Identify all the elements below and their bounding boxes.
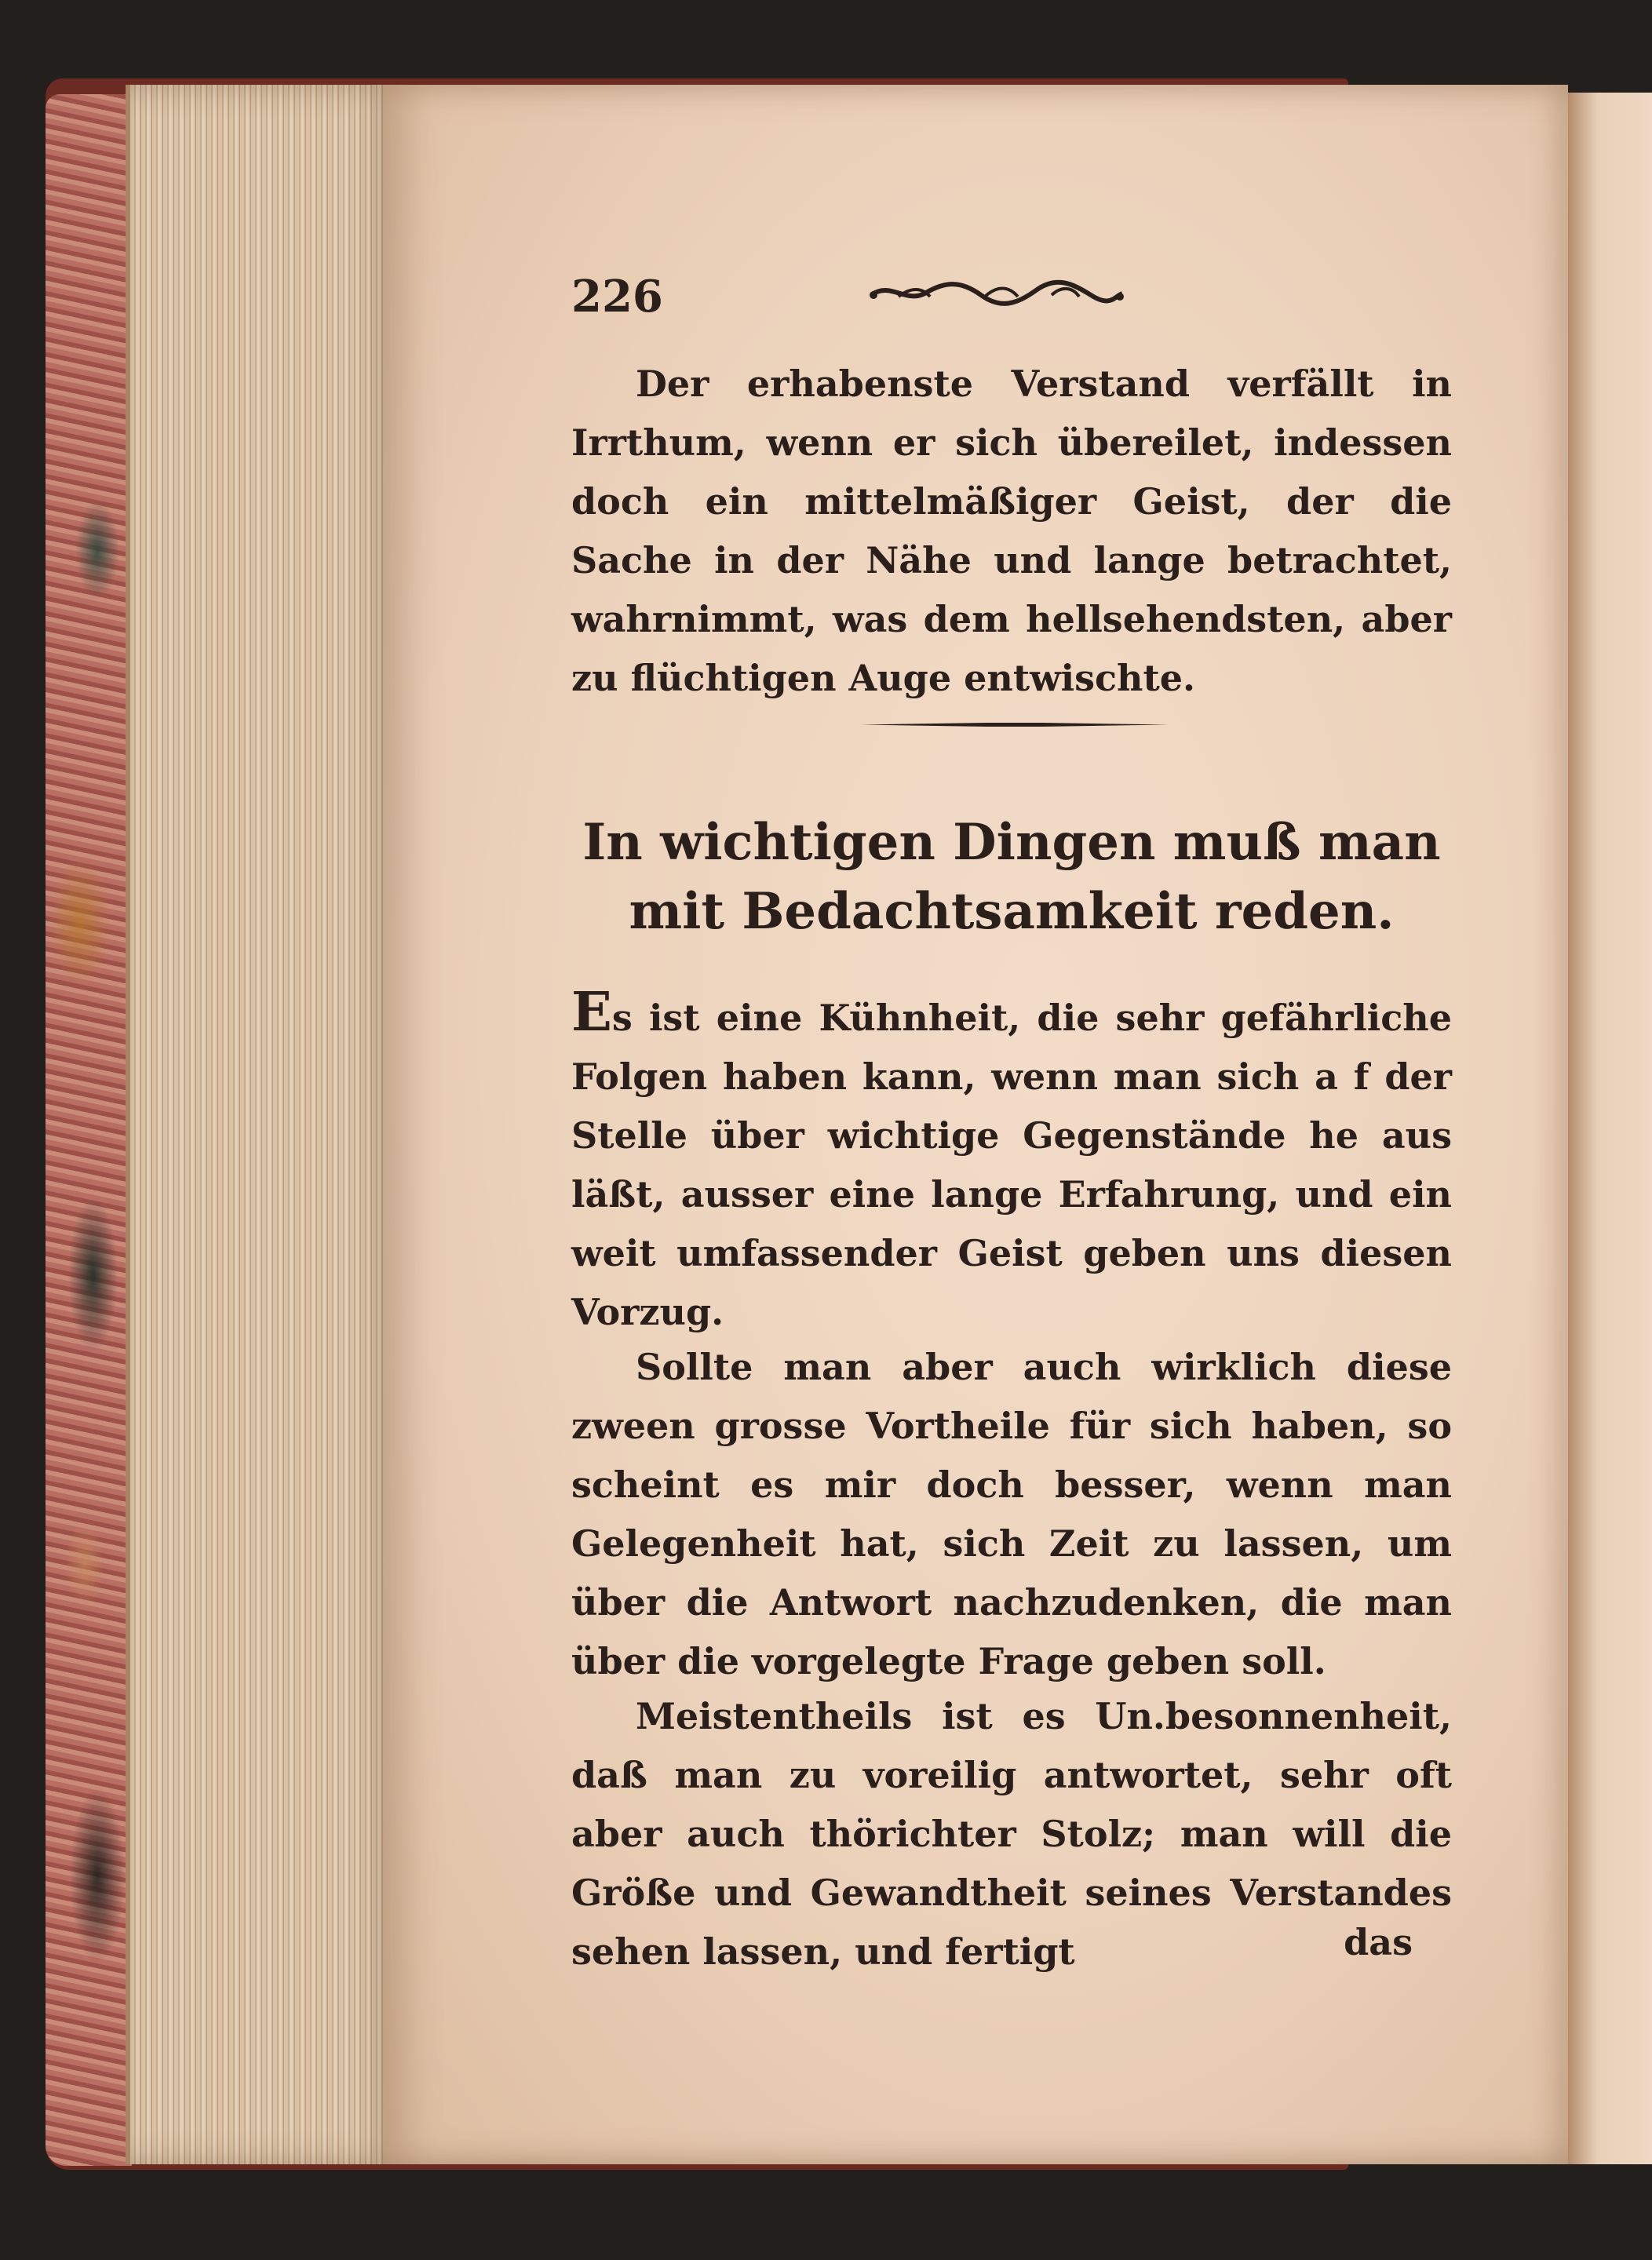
paragraph-3: Sollte man aber auch wirklich diese zween grosse Vortheile für sich haben, so scheint es mir doch besser, wenn man Gelegenheit hat, sich Zeit zu lassen, um über die Antwort nachzudenken, die man über die vorgelegte Frage geben soll. — [571, 1346, 1452, 1682]
section-divider — [862, 722, 1168, 727]
header-ornament — [867, 273, 1126, 312]
paragraph-1: Der erhabenste Verstand verfällt in Irrthum, wenn er sich übereilet, indessen doch ein mittelmäßiger Geist, der die Sache in der Nähe und lange betrachtet, wahrnimmt, was dem hellsehendsten, aber zu flüchtigen Auge entwischte. — [571, 363, 1452, 699]
paragraph-4: Meistentheils ist es Un.besonnenheit, daß man zu voreilig antwortet, sehr oft aber auch thörichter Stolz; man will die Größe und Gewandtheit seines Verstandes sehen lassen, und fertigt — [571, 1695, 1452, 1973]
catchword: das — [1344, 1921, 1413, 1963]
drop-cap: E — [571, 981, 612, 1044]
section-heading: In wichtigen Dingen muß man mit Bedachtsamkeit reden. — [582, 813, 1441, 941]
paragraph-2-body: s ist eine Kühnheit, die sehr gefährliche Folgen haben kann, wenn man sich a f der Stelle über wichtige Gegenstände he aus läßt, ausser eine lange Erfahrung, und ein weit umfassender Geist geben uns diesen Vorzug. — [571, 997, 1452, 1333]
marbled-cover-edge — [46, 94, 132, 2166]
facing-page-edge — [1568, 93, 1652, 2164]
page-number: 226 — [571, 271, 663, 323]
page-stack-edges — [126, 85, 401, 2164]
paragraph-2 — [571, 981, 1452, 1342]
